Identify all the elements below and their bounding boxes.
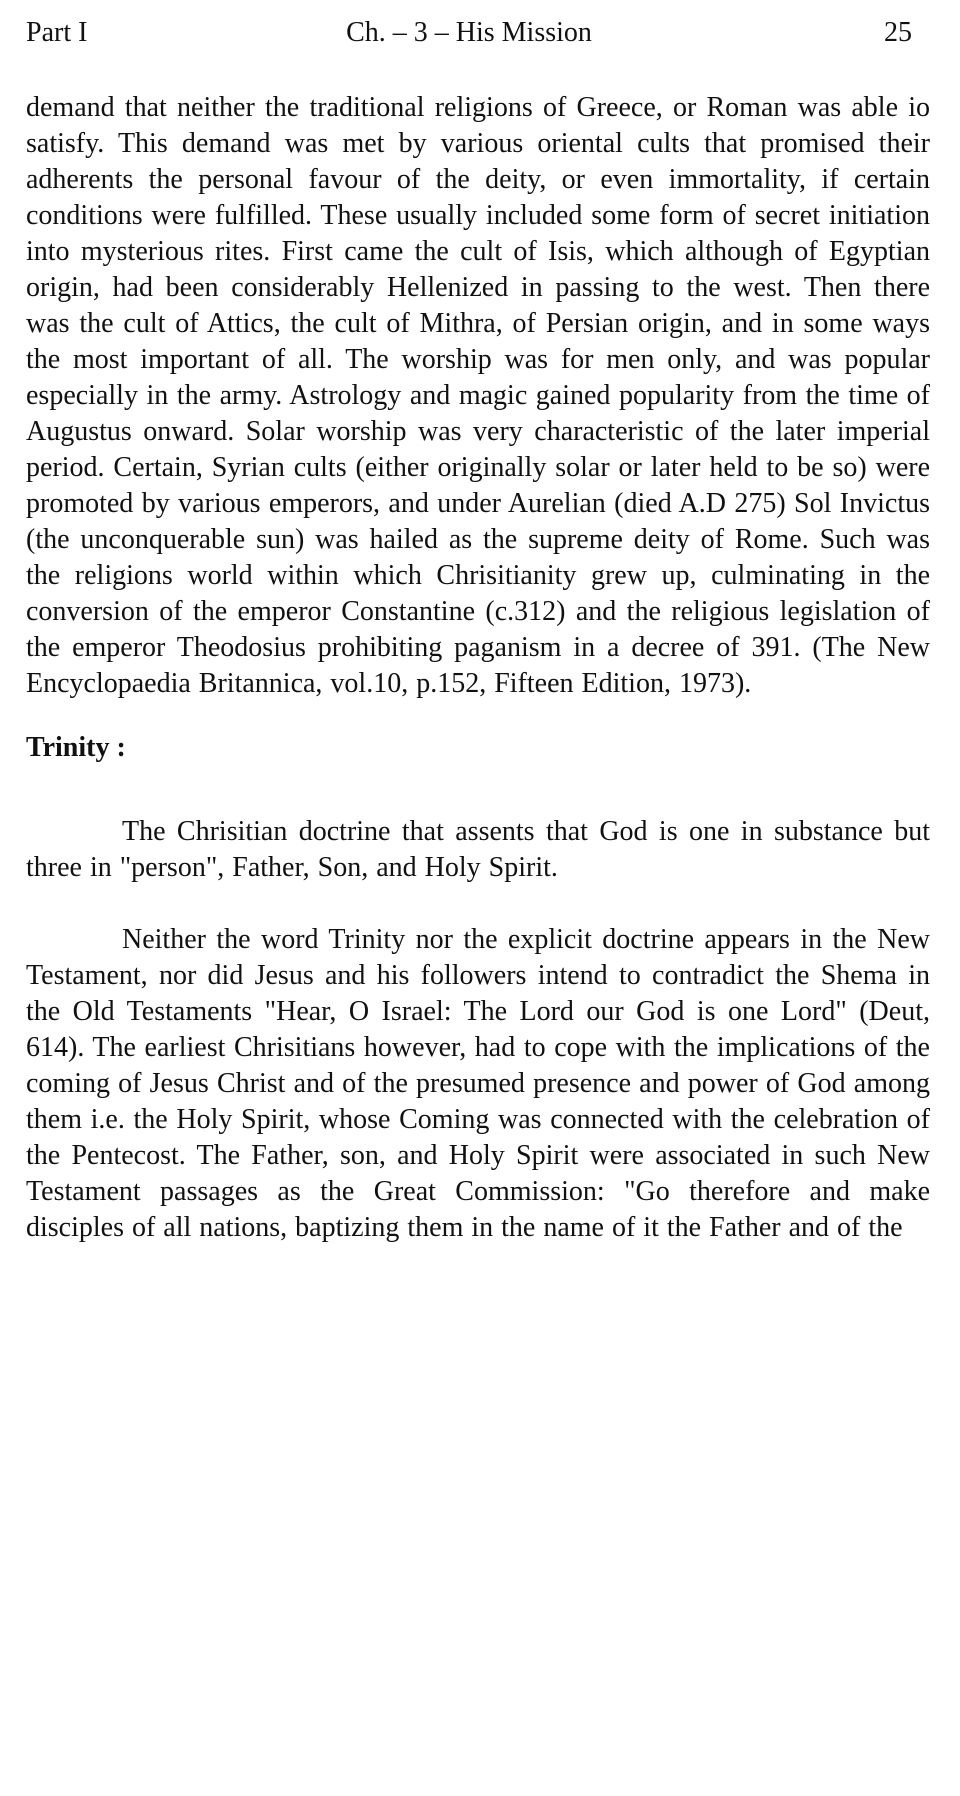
paragraph-trinity-history: Neither the word Trinity nor the explicit doctrine appears in the New Testament, nor did Jesus and his followers intend to contradict the Shema in the Old Testaments "Hear, O Israel: The Lord our God is one Lord" (Deut, 614). The earliest Chrisitians however, had to cope with the implications of the coming of Jesus Christ and of the presumed presence and power of God among them i.e. the Holy Spirit, whose Coming was connected with the celebration of the Pentecost. The Father, son, and Holy Spirit were associated in such New Testament passages as the Great Commission: "Go therefore and make disciples of all nations, baptizing them in the name of it the Father and of the bbox=[26, 924, 930, 1243]
header-chapter-title: Ch. – 3 – His Mission bbox=[346, 17, 592, 48]
header-part-label: Part I bbox=[26, 17, 88, 48]
paragraph-trinity-definition: The Chrisitian doctrine that assents that God is one in substance but three in "person", Father, Son, and Holy Spirit. bbox=[26, 816, 930, 883]
header-page-number: 25 bbox=[884, 17, 912, 48]
paragraph-continuation: demand that neither the traditional religions of Greece, or Roman was able io satisfy. This demand was met by various oriental cults that promised their adherents the personal favour of the deity, or even immortality, if certain conditions were fulfilled. These usually included some form of secret initiation into mysterious rites. First came the cult of Isis, which although of Egyptian origin, had been considerably Hellenized in passing to the west. Then there was the cult of Attics, the cult of Mithra, of Persian origin, and in some ways the most important of all. The worship was for men only, and was popular especially in the army. Astrology and magic gained popularity from the time of Augustus onward. Solar worship was very characteristic of the later imperial period. Certain, Syrian cults (either originally solar or later held to be so) were promoted by various emperors, and under Aurelian (died A.D 275) Sol Invictus (the unconquerable sun) was hailed as the supreme deity of Rome. Such was the religions world within which Chrisitianity grew up, culminating in the conversion of the emperor Constantine (c.312) and the religious legislation of the emperor Theodosius prohibiting paganism in a decree of 391. (The New Encyclopaedia Britannica, vol.10, p.152, Fifteen Edition, 1973). bbox=[26, 92, 930, 699]
section-heading-trinity: Trinity : bbox=[26, 732, 126, 763]
page-body bbox=[26, 90, 930, 1246]
page-header bbox=[26, 16, 930, 50]
